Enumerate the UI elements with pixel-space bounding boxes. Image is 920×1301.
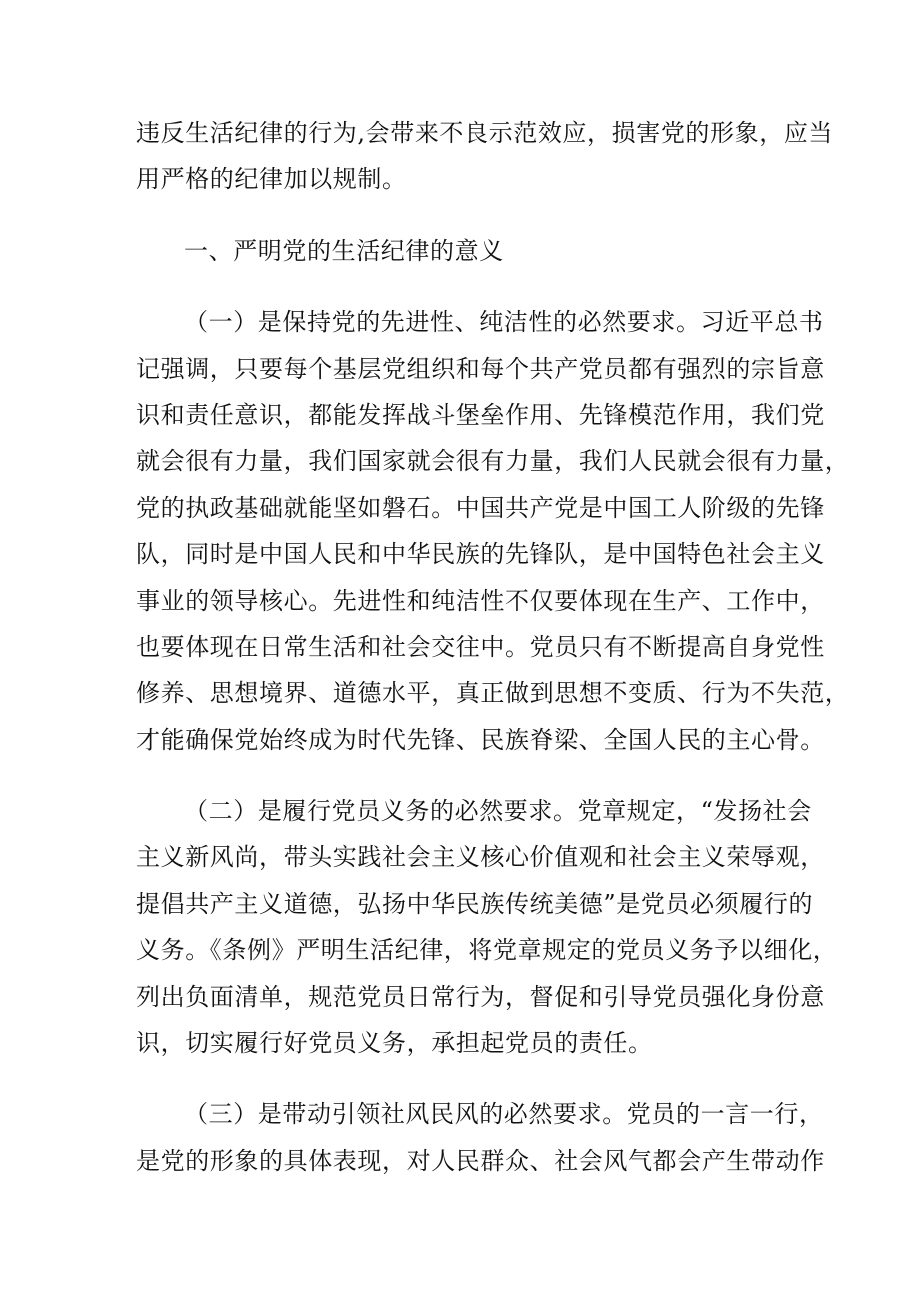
heading-line: 一、严明党的生活纪律的意义: [184, 236, 504, 265]
text-line: （一）是保持党的先进性、纯洁性的必然要求。习近平总书: [184, 308, 824, 337]
text-line: 才能确保党始终成为时代先锋、民族脊梁、全国人民的主心骨。: [136, 725, 825, 754]
text-line: （二）是履行党员义务的必然要求。党章规定，“发扬社会: [184, 797, 812, 826]
text-line: 修养、思想境界、道德水平，真正做到思想不变质、行为不失范，: [136, 679, 850, 708]
paragraph-3: [136, 1091, 825, 1184]
text-line: 事业的领导核心。先进性和纯洁性不仅要体现在生产、工作中，: [136, 586, 825, 615]
text-line: 是党的形象的具体表现，对人民群众、社会风气都会产生带动作: [136, 1146, 825, 1175]
text-line: 提倡共产主义道德，弘扬中华民族传统美德”是党员必须履行的: [136, 889, 814, 918]
text-line: 用严格的纪律加以规制。: [136, 165, 407, 194]
text-line: 识和责任意识，都能发挥战斗堡垒作用、先锋模范作用，我们党: [136, 400, 825, 429]
text-line: 队，同时是中国人民和中华民族的先锋队，是中国特色社会主义: [136, 540, 825, 569]
text-line: 列出负面清单，规范党员日常行为，督促和引导党员强化身份意: [136, 982, 825, 1011]
text-line: 也要体现在日常生活和社会交往中。党员只有不断提高自身党性: [136, 632, 825, 661]
section-heading: [136, 228, 786, 274]
text-line: 就会很有力量，我们国家就会很有力量，我们人民就会很有力量，: [136, 447, 850, 476]
text-line: 义务。《条例》严明生活纪律，将党章规定的党员义务予以细化，: [136, 936, 838, 965]
paragraph-1: [136, 299, 850, 763]
paragraph-intro: [136, 110, 834, 203]
text-line: 识，切实履行好党员义务，承担起党员的责任。: [136, 1029, 653, 1058]
text-line: 违反生活纪律的行为,会带来不良示范效应，损害党的形象，应当: [136, 119, 834, 147]
document-body: [136, 110, 850, 1184]
paragraph-2: [136, 788, 838, 1066]
text-line: 党的执政基础就能坚如磐石。中国共产党是中国工人阶级的先锋: [136, 493, 825, 522]
text-line: 主义新风尚，带头实践社会主义核心价值观和社会主义荣辱观，: [136, 843, 825, 872]
text-line: 记强调，只要每个基层党组织和每个共产党员都有强烈的宗旨意: [136, 354, 825, 383]
text-line: （三）是带动引领社风民风的必然要求。党员的一言一行，: [184, 1100, 824, 1129]
